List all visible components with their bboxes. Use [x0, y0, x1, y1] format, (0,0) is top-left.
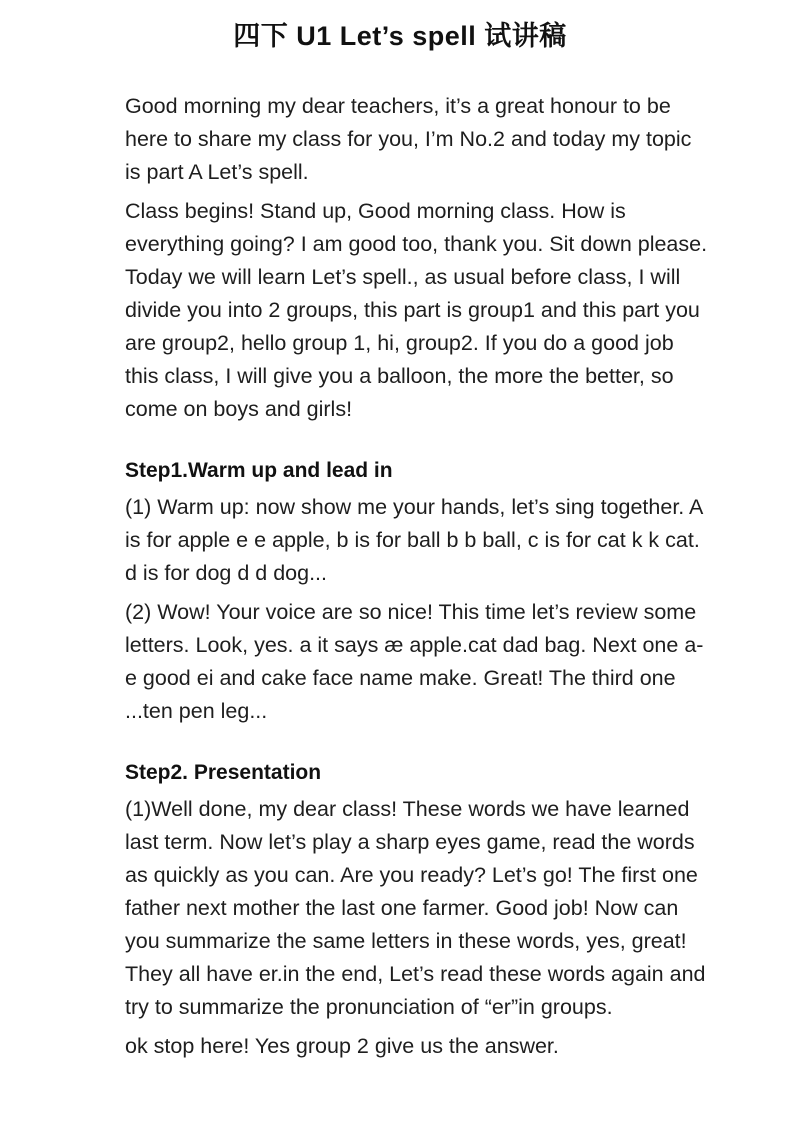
document-body [125, 90, 710, 1069]
step1-paragraph: (2) Wow! Your voice are so nice! This time let’s review some letters. Look, yes. a it says æ apple.cat dad bag. Next one a-e good ei and cake face name make. Great! The third one ...ten pen leg... [125, 600, 704, 723]
step2-paragraph: (1)Well done, my dear class! These words we have learned last term. Now let’s play a sharp eyes game, read the words as quickly as you can. Are you ready? Let’s go! The first one father next mother the last one farmer. Good job! Now can you summarize the same letters in these words, yes, great! They all have er.in the end, Let’s read these words again and try to summarize the pronunciation of “er”in groups. [125, 797, 706, 1019]
step2-heading: Step2. Presentation [125, 761, 322, 784]
step2-paragraph: ok stop here! Yes group 2 give us the answer. [125, 1034, 559, 1058]
page-title: 四下 U1 Let’s spell 试讲稿 [233, 21, 567, 51]
intro-paragraph: Class begins! Stand up, Good morning class. How is everything going? I am good too, thank you. Sit down please. Today we will learn Let’s spell., as usual before class, I will divide you into 2 groups, this part is group1 and this part you are group2, hello group 1, hi, group2. If you do a good job this class, I will give you a balloon, the more the better, so come on boys and girls! [125, 199, 708, 421]
step1-heading: Step1.Warm up and lead in [125, 459, 393, 482]
step1-paragraph: (1) Warm up: now show me your hands, let’s sing together. A is for apple e e apple, b is for ball b b ball, c is for cat k k cat. d is for dog d d dog... [125, 495, 703, 585]
intro-paragraph: Good morning my dear teachers, it’s a great honour to be here to share my class for you, I’m No.2 and today my topic is part A Let’s spell. [125, 94, 692, 184]
